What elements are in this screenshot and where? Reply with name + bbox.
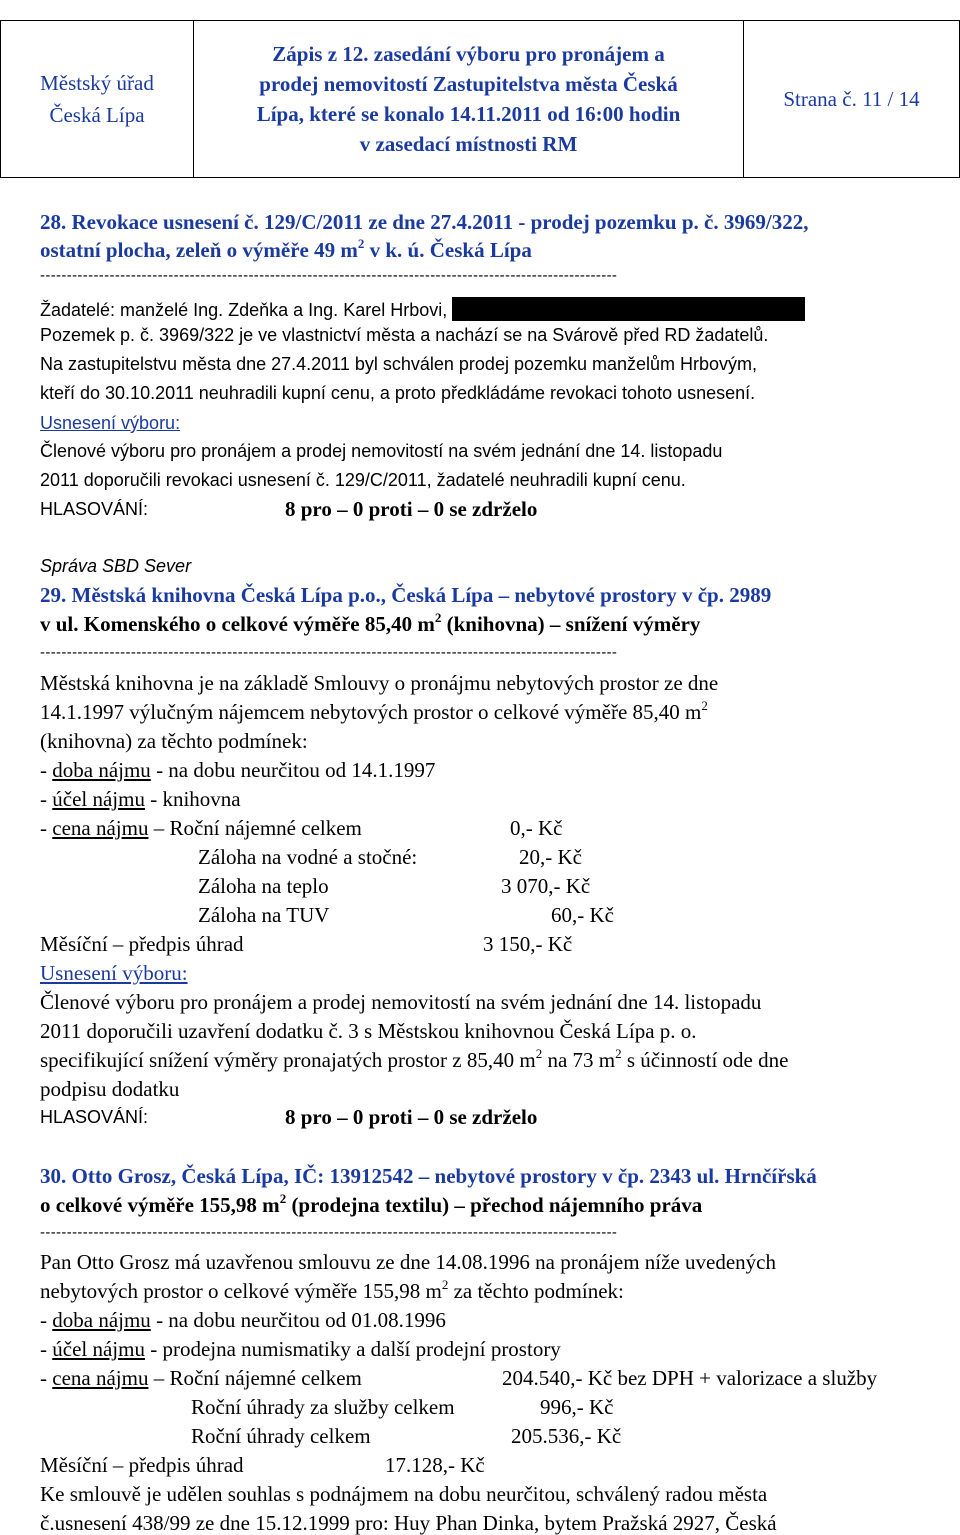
section-label: Správa SBD Sever [40,556,192,576]
item-30-term: - doba nájmu - na dobu neurčitou od 01.08.1996 [40,1308,446,1332]
item-30-rent: - cena nájmu – Roční nájemné celkem 204.540,- Kč bez DPH + valorizace a služby [40,1366,878,1390]
item-29-heat-deposit: Záloha na teplo 3 070,- Kč [198,874,591,898]
item-30-paragraph-3: Ke smlouvě je udělen souhlas s podnájmem na dobu neurčitou, schválený radou města [40,1482,768,1506]
item-28-applicant: Žadatelé: manželé Ing. Zdeňka a Ing. Karel Hrbovi, [40,297,805,321]
item-29-resolution-label: Usnesení výboru: [40,961,188,985]
item-30-paragraph-1: Pan Otto Grosz má uzavřenou smlouvu ze dne 14.08.1996 na pronájem níže uvedených [40,1250,776,1274]
title-line-3: Lípa, které se konalo 14.11.2011 od 16:00 hodin [256,102,681,126]
redacted-block [452,297,805,321]
item-29-paragraph-1: Městská knihovna je na základě Smlouvy o pronájmu nebytových prostor ze dne [40,671,719,695]
divider-dashes: ------------------------------------------------------------------------------------------------------------ [40,1225,618,1240]
item-29-monthly-payment: Měsíční – předpis úhrad 3 150,- Kč [40,932,573,956]
item-29-water-deposit: Záloha na vodné a stočné: 20,- Kč [198,845,582,869]
header-title [194,21,744,177]
item-30-monthly-payment: Měsíční – předpis úhrad 17.128,- Kč [40,1453,485,1477]
item-29-resolution-line-4: podpisu dodatku [40,1077,180,1101]
item-28-vote-result: 8 pro – 0 proti – 0 se zdrželo [285,497,538,521]
header-page-number [744,21,959,177]
item-30-paragraph-4: č.usnesení 438/99 ze dne 15.12.1999 pro: Huy Phan Dinka, bytem Pražská 2927, Česká [40,1511,777,1535]
item-28-paragraph-1: Pozemek p. č. 3969/322 je ve vlastnictví města a nachází se na Svárově před RD žadatelů. [40,325,769,345]
item-28-resolution-line-2: 2011 doporučili revokaci usnesení č. 129/C/2011, žadatelé neuhradili kupní cenu. [40,470,686,490]
divider-dashes: ------------------------------------------------------------------------------------------------------------ [40,268,618,283]
page-header [0,20,960,178]
item-29-resolution-line-2: 2011 doporučili uzavření dodatku č. 3 s Městskou knihovnou Česká Lípa p. o. [40,1019,697,1043]
item-30-heading-line-2: o celkové výměře 155,98 $m^2$ (prodejna textilu) – přechod nájemního práva [40,1191,703,1217]
item-29-term: - doba nájmu - na dobu neurčitou od 14.1.1997 [40,758,436,782]
item-28-heading-line-1: 28. Revokace usnesení č. 129/C/2011 ze dne 27.4.2011 - prodej pozemku p. č. 3969/322, [40,210,809,234]
item-28-heading-line-2: ostatní plocha, zeleň o výměře 49 $m^2$ v k. ú. Česká Lípa [40,236,532,262]
item-30-annual-payments: Roční úhrady celkem 205.536,- Kč [191,1424,622,1448]
page-number: Strana č. 11 / 14 [783,86,920,111]
item-29-purpose: - účel nájmu - knihovna [40,787,241,811]
item-29-resolution-line-1: Členové výboru pro pronájem a prodej nemovitostí na svém jednání dne 14. listopadu [40,990,762,1014]
item-30-heading-line-1: 30. Otto Grosz, Česká Lípa, IČ: 13912542 – nebytové prostory v čp. 2343 ul. Hrnčířská [40,1164,817,1188]
item-29-paragraph-2: 14.1.1997 výlučným nájemcem nebytových prostor o celkové výměře 85,40 $m^2$ [40,698,708,724]
item-30-service-payments: Roční úhrady za služby celkem 996,- Kč [191,1395,614,1419]
title-line-1: Zápis z 12. zasedání výboru pro pronájem a [272,42,665,66]
item-28-paragraph-2: Na zastupitelstvu města dne 27.4.2011 byl schválen prodej pozemku manželům Hrbovým, [40,354,758,374]
item-28-paragraph-3: kteří do 30.10.2011 neuhradili kupní cenu, a proto předkládáme revokaci tohoto usnesení. [40,383,756,403]
item-29-heading-line-2: v ul. Komenského o celkové výměře 85,40 $m^2$ (knihovna) – snížení výměry [40,610,701,636]
item-29-rent: - cena nájmu – Roční nájemné celkem 0,- Kč [40,816,563,840]
item-28-vote-label: HLASOVÁNÍ: [40,499,149,519]
item-29-paragraph-3: (knihovna) za těchto podmínek: [40,729,308,753]
item-30-purpose: - účel nájmu - prodejna numismatiky a další prodejní prostory [40,1337,561,1361]
item-29-tuv-deposit: Záloha na TUV 60,- Kč [198,903,614,927]
item-29-heading-line-1: 29. Městská knihovna Česká Lípa p.o., Česká Lípa – nebytové prostory v čp. 2989 [40,583,772,607]
item-29-vote-label: HLASOVÁNÍ: [40,1107,149,1127]
divider-dashes: ------------------------------------------------------------------------------------------------------------ [40,645,618,660]
org-line-1: Městský úřad [40,71,154,95]
item-29-resolution-line-3: specifikující snížení výměry pronajatých prostor z 85,40 $m^2$ na 73 $m^2$ s účinností ode dne [40,1046,789,1072]
item-29-vote-result: 8 pro – 0 proti – 0 se zdrželo [285,1105,538,1129]
title-line-2: prodej nemovitostí Zastupitelstva města Česká [259,72,678,96]
header-organization [1,21,194,177]
title-line-4: v zasedací místnosti RM [359,132,578,156]
item-30-paragraph-2: nebytových prostor o celkové výměře 155,98 $m^2$ za těchto podmínek: [40,1277,624,1303]
org-line-2: Česká Lípa [49,103,145,127]
item-28-resolution-label: Usnesení výboru: [40,413,181,433]
item-28-resolution-line-1: Členové výboru pro pronájem a prodej nemovitostí na svém jednání dne 14. listopadu [40,441,723,461]
